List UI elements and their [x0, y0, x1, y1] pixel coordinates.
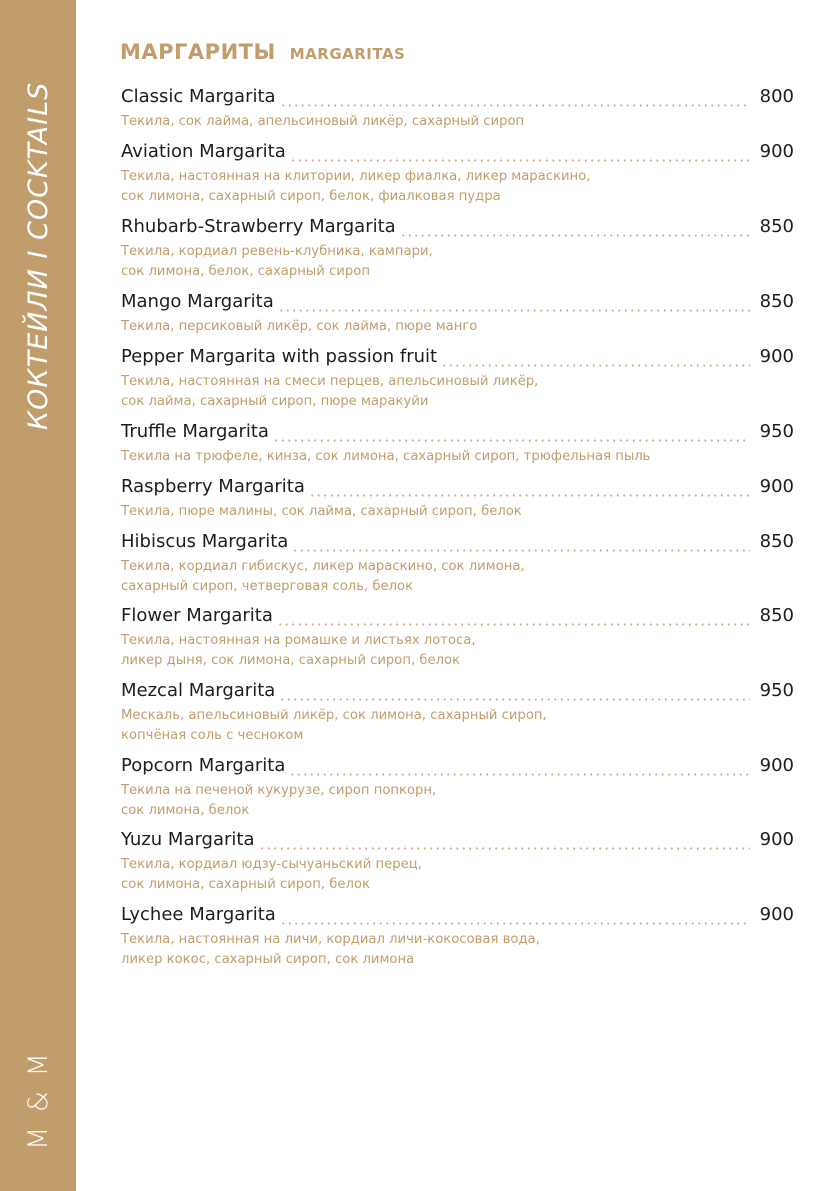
menu-item-price: 900 — [759, 476, 794, 497]
menu-item-name: Classic Margarita — [121, 86, 276, 107]
heading-en: MARGARITAS — [289, 45, 406, 63]
menu-item-row — [121, 829, 794, 855]
menu-item — [121, 829, 794, 895]
menu-item-description — [121, 317, 794, 337]
menu-item — [121, 421, 794, 467]
menu-item — [121, 291, 794, 337]
menu-item-row — [121, 216, 794, 242]
menu-item-price: 900 — [759, 904, 794, 925]
menu-item-price: 850 — [759, 531, 794, 552]
menu-item-price: 900 — [759, 755, 794, 776]
menu-item — [121, 680, 794, 746]
menu-item-price: 950 — [759, 421, 794, 442]
menu-item-row — [121, 531, 794, 557]
dot-leader — [289, 773, 749, 776]
description-line: сок лимона, белок, сахарный сироп — [121, 264, 370, 279]
description-line: сок лайма, сахарный сироп, пюре маракуйи — [121, 394, 429, 409]
menu-item-description — [121, 167, 794, 207]
description-line: Текила, сок лайма, апельсиновый ликёр, сахарный сироп — [121, 114, 525, 129]
description-line: Мескаль, апельсиновый ликёр, сок лимона, сахарный сироп, — [121, 708, 547, 723]
menu-item-description — [121, 706, 794, 746]
dot-leader — [273, 439, 750, 442]
menu-item-row — [121, 421, 794, 447]
description-line: сок лимона, сахарный сироп, белок, фиалковая пудра — [121, 189, 501, 204]
menu-item-description — [121, 447, 794, 467]
menu-item-name: Hibiscus Margarita — [121, 531, 289, 552]
dot-leader — [259, 847, 750, 850]
menu-item-row — [121, 755, 794, 781]
description-line: Текила, настоянная на смеси перцев, апельсиновый ликёр, — [121, 374, 539, 389]
menu-item-description — [121, 781, 794, 821]
menu-item-name: Rhubarb-Strawberry Margarita — [121, 216, 396, 237]
menu-item-name: Truffle Margarita — [121, 421, 269, 442]
menu-item-description — [121, 112, 794, 132]
menu-item-price: 900 — [759, 141, 794, 162]
menu-item-name: Mango Margarita — [121, 291, 274, 312]
menu-item-description — [121, 557, 794, 597]
menu-item — [121, 904, 794, 970]
description-line: Текила на трюфеле, кинза, сок лимона, сахарный сироп, трюфельная пыль — [121, 449, 651, 464]
menu-item-price: 900 — [759, 829, 794, 850]
sidebar — [0, 0, 76, 1191]
menu-item-row — [121, 476, 794, 502]
description-line: Текила, настоянная на ромашке и листьях лотоса, — [121, 633, 476, 648]
menu-item-row — [121, 346, 794, 372]
menu-item-name: Mezcal Margarita — [121, 680, 276, 701]
menu-item-price: 800 — [759, 86, 794, 107]
menu-item-row — [121, 86, 794, 112]
sidebar-title: КОКТЕЙЛИ I COCKTAILS — [23, 81, 54, 430]
dot-leader — [400, 234, 750, 237]
menu-item-description — [121, 631, 794, 671]
dot-leader — [280, 922, 750, 925]
description-line: Текила, кордиал юдзу-сычуаньский перец, — [121, 857, 422, 872]
menu-item-description — [121, 372, 794, 412]
menu-item-row — [121, 605, 794, 631]
description-line: ликер кокос, сахарный сироп, сок лимона — [121, 952, 415, 967]
menu-item-description — [121, 502, 794, 522]
menu-item-row — [121, 680, 794, 706]
description-line: Текила, кордиал гибискус, ликер мараскино, сок лимона, — [121, 559, 525, 574]
dot-leader — [278, 309, 750, 312]
heading-ru: МАРГАРИТЫ — [120, 40, 276, 64]
menu-item-name: Lychee Margarita — [121, 904, 276, 925]
menu-item-row — [121, 904, 794, 930]
description-line: сок лимона, белок — [121, 803, 250, 818]
menu-item-name: Flower Margarita — [121, 605, 273, 626]
description-line: копчёная соль с чесноком — [121, 728, 304, 743]
description-line: Текила, настоянная на клитории, ликер фиалка, ликер мараскино, — [121, 169, 591, 184]
menu-item-name: Popcorn Margarita — [121, 755, 286, 776]
description-line: Текила на печеной кукурузе, сироп попкорн, — [121, 783, 437, 798]
dot-leader — [309, 494, 750, 497]
menu-item — [121, 531, 794, 597]
menu-item-price: 950 — [759, 680, 794, 701]
menu-item-name: Pepper Margarita with passion fruit — [121, 346, 438, 367]
menu-item-price: 900 — [759, 346, 794, 367]
menu-item-row — [121, 141, 794, 167]
dot-leader — [280, 104, 750, 107]
dot-leader — [441, 364, 750, 367]
description-line: сахарный сироп, четверговая соль, белок — [121, 579, 414, 594]
menu-item-description — [121, 855, 794, 895]
menu-item — [121, 605, 794, 671]
description-line: Текила, персиковый ликёр, сок лайма, пюре манго — [121, 319, 478, 334]
menu-item — [121, 86, 794, 132]
dot-leader — [277, 623, 750, 626]
dot-leader — [279, 698, 749, 701]
dot-leader — [292, 549, 749, 552]
section-heading — [120, 40, 405, 64]
dot-leader — [290, 159, 750, 162]
description-line: ликер дыня, сок лимона, сахарный сироп, белок — [121, 653, 461, 668]
menu-item-name: Yuzu Margarita — [121, 829, 255, 850]
description-line: Текила, кордиал ревень-клубника, кампари, — [121, 244, 433, 259]
menu-item-price: 850 — [759, 291, 794, 312]
menu-item — [121, 141, 794, 207]
menu-item-price: 850 — [759, 605, 794, 626]
menu-item-price: 850 — [759, 216, 794, 237]
description-line: Текила, пюре малины, сок лайма, сахарный сироп, белок — [121, 504, 522, 519]
menu-item-description — [121, 930, 794, 970]
description-line: Текила, настоянная на личи, кордиал личи-кокосовая вода, — [121, 932, 540, 947]
menu-item-name: Raspberry Margarita — [121, 476, 305, 497]
menu-item — [121, 346, 794, 412]
sidebar-brand: M & M — [23, 1050, 54, 1150]
description-line: сок лимона, сахарный сироп, белок — [121, 877, 370, 892]
menu-item — [121, 216, 794, 282]
menu-item — [121, 755, 794, 821]
menu-item-name: Aviation Margarita — [121, 141, 286, 162]
menu-item-row — [121, 291, 794, 317]
menu-item — [121, 476, 794, 522]
menu-item-description — [121, 242, 794, 282]
